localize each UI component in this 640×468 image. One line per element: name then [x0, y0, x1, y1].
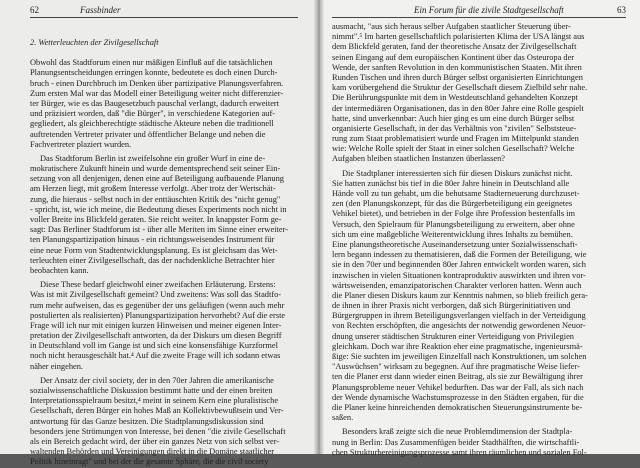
text-line: Obwohl das Stadtforum einen nur mäßigen Einfluß auf die tatsächlichen	[30, 58, 273, 68]
text-line: Wende, der sanften Revolution in den kommunistischen Staaten. Mit ihren	[332, 62, 582, 72]
text-line: Hände voll zu tun gehabt, um die behutsame Stadterneuerung durchzuset-	[332, 189, 580, 198]
text-line: zen (den Planungskonzept, für das die Bürgerbeteiligung ein geeignetes	[332, 199, 573, 209]
text-line: gleichkam. Doch war ihre Reaktion eher eine pragmatische, ingenieursmä-	[332, 341, 583, 351]
text-line: pretation der Zivilgesellschaft antworten, da der Diskurs um diesen Begriff	[30, 331, 282, 341]
text-line: Besonders kraß zeigte sich die neue Problemdimension der Stadtpla-	[342, 427, 573, 437]
text-line: "Auswüchsen" wirksam zu begegnen. Auf ihre pragmatische Weise liefer-	[332, 362, 580, 372]
text-line: lern begann indessen zu thematisieren, daß die Formen der Beteiligung, wie	[332, 250, 587, 260]
text-line: seinen Eingang auf dem europäischen Kontinent über das Osteuropa der	[332, 52, 575, 62]
left-page	[0, 0, 318, 467]
text-line: ausmacht, "aus sich heraus selber Aufgaben staatlicher Steuerung über-	[332, 22, 571, 31]
text-line: wie: Welche Rolle spielt der Staat in einer solchen Gesellschaft? Welche	[332, 144, 575, 154]
text-line: die Planer keine hinreichenden demokratischen Steuerungsinstrumente be-	[332, 402, 583, 412]
paragraph	[332, 427, 626, 458]
text-line: antwortung für das Ganze besitzen. Die Stadtplanungsdiskussion sind	[30, 416, 264, 426]
book-gutter	[314, 0, 324, 454]
text-line: Der Ansatz der civil society, der in den 70er Jahren die amerikanische	[40, 375, 274, 385]
right-page-number: 63	[617, 5, 626, 15]
paragraph	[332, 22, 626, 165]
text-line: Interpretationsspielraum besitzt,⁴ meint in seinem Kern eine pluralistische	[30, 396, 279, 406]
text-line: Diese These bedarf gleichwohl einer zweifachen Erläuterung. Erstens:	[40, 280, 276, 290]
text-line: terleuchten einer Zivilgesellschaft, das der nachdenkliche Betrachter hier	[30, 255, 275, 265]
paragraph	[30, 58, 298, 150]
text-line: Die Berührungspunkte mit dem in Westdeutschland gehandelten Konzept	[332, 93, 578, 103]
paragraph	[332, 169, 626, 424]
text-line: Was ist mit Zivilgesellschaft gemeint? Und zweitens: Was soll das Stadtfo-	[30, 290, 282, 300]
text-line: Sie hatten zunächst bis tief in die 80er Jahre hinein in Deutschland alle	[332, 178, 570, 188]
text-line: Planungsentscheidungen erringen konnte, bedeutete es doch einen Durch-	[30, 68, 278, 78]
text-line: inzwischen in vielen Situationen kontraproduktiv auswirkten und ihren vor-	[332, 270, 586, 280]
text-line: die Planer diesen Diskurs kaum zur Kenntnis nahmen, so blieb freilich gera-	[332, 290, 588, 300]
text-line: sich um eine maßgebliche Weiterentwicklung ihres Inhalts zu bemühen.	[332, 229, 573, 239]
text-line: zung, die hieraus - selbst noch in der enttäuschten Kritik des "nicht genug"	[30, 194, 281, 204]
text-line: Das Stadtforum Berlin ist zweifelsohne ein großer Wurf in eine de-	[40, 153, 266, 163]
text-line: Die Stadtplaner interessierten sich für diesen Diskurs zunächst nicht.	[342, 168, 573, 178]
text-line: näher eingehen.	[30, 361, 84, 371]
text-line: von Rechten erschöpften, die angesichts der notwendig gewordenen Neuor-	[332, 321, 586, 331]
text-line: ter Bürger, wie es das Baugesetzbuch pauschal verlangt, dadurch erweitert	[30, 98, 280, 108]
text-line: - spricht, ist, wie ich meine, die Bedeutung dieses Experiments noch nicht in	[30, 204, 287, 214]
text-line: waltenden Behörden und Vereinigungen direkt in die Domäne staatlicher	[30, 447, 275, 457]
text-line: Zum ersten Mal war das Modell einer Beteiligung weiter nicht differenzier-	[30, 88, 284, 98]
paragraph	[30, 376, 298, 468]
text-line: Versuch, den Spielraum für Planungsbeteiligung zu erweitern, aber ohne	[332, 219, 575, 229]
right-running-head: Ein Forum für die zivile Stadtgesellschaft	[414, 5, 564, 15]
text-line: nung in Berlin: Das Zusammenfügen beider Stadthälften, die wirtschaftli-	[332, 437, 580, 447]
text-line: setzung von all denjenigen, denen eine auf Beteiligung aufbauende Planung	[30, 174, 284, 184]
paragraph	[30, 280, 298, 372]
left-page-body	[30, 38, 298, 468]
text-line: sozialwissenschaftliche Diskussion bestimmt hatte und der einen breiten	[30, 386, 273, 396]
text-line: eine neue Form von Stadtentwicklungsplanung. Es ist gleichsam das Wet-	[30, 245, 278, 255]
text-line: der intermediären Organisationen, das in den 80er Jahre eine Rolle gespielt	[332, 103, 584, 113]
text-line: sie in den 70er und beginnenden 80er Jahren entwickelt worden waren, sich	[332, 260, 586, 270]
paragraph	[30, 154, 298, 276]
text-line: dnung unserer städtischen Strukturen einer Verteidigung von Privilegien	[332, 331, 574, 341]
text-line: beobachten kann.	[30, 265, 89, 275]
text-line: rum mehr aufweisen, das es gegenüber der uns geläufigen (wenn auch mehr	[30, 300, 285, 310]
text-line: ten die Planer erst dann wieder einen Beitrag, als sie zur Bewältigung ihrer	[332, 372, 583, 382]
text-line: postulierten als realisierten) Planungspartizipation hervorhebt? Auf die erste	[30, 310, 286, 320]
text-line: chen Strukturbereinigungsprozesse samt ihren räumlichen und sozialen Fol-	[332, 447, 587, 457]
text-line: Runden Tischen und ihren durch Bürger selbst organisierten Einrichtungen	[332, 72, 583, 82]
right-running-header	[332, 5, 626, 18]
section-heading: 2. Wetterleuchten der Zivilgesellschaft	[30, 38, 159, 47]
right-page	[320, 0, 640, 457]
text-line: Eine planungstheoretische Auseinandersetzung unter Sozialwissenschaft-	[332, 239, 578, 249]
right-page-body	[332, 22, 626, 458]
text-line: Fachvertreter plaziert wurden.	[30, 139, 132, 149]
text-line: de ihnen in ihrer Praxis nicht verborgen, daß sich Bürgerinitiativen und	[332, 301, 571, 311]
text-line: dem Blickfeld geraten, fand der theoretische Ansatz der Zivilgesellschaft	[332, 42, 577, 52]
text-line: Politik hineinragt" und bei der die gesamte Sphäre, die die civil society	[30, 457, 269, 467]
text-line: Planungsprobleme neuer Vehikel bedurften. Das war der Fall, als sich nach	[332, 382, 584, 392]
text-line: Frage will ich nur mit einigen kurzen Hinweisen und meiner eigenen Inter-	[30, 320, 282, 330]
text-line: kam vorübergehend die Struktur der Gesellschaft diesem Zielbild sehr nahe.	[332, 83, 588, 93]
text-line: sagt: Das Berliner Stadtforum ist - über alle Meriten im Sinne einer erweiter-	[30, 225, 288, 235]
left-running-header	[30, 5, 298, 18]
text-line: und präzisiert worden, daß "die Bürger", in verschiedene Kategorien auf-	[30, 109, 276, 119]
text-line: ten Planungspartizipation hinaus - ein richtungsweisendes Instrument für	[30, 235, 275, 245]
text-line: Vehikel bietet), und betrieben in der Folge ihre Profession bestenfalls im	[332, 209, 576, 219]
text-line: besonders jene Strömungen von Interesse, bei denen "die zivile Gesellschaft	[30, 426, 286, 436]
text-line: der Wende dynamische Wachstumsprozesse in den Städten ergaben, für die	[332, 392, 584, 402]
text-line: organisierte Gesellschaft, in der das Verhältnis von "zivilen" Selbststeue-	[332, 123, 577, 133]
text-line: auftretenden Vertreter privater und öffentlicher Belange und neben die	[30, 129, 266, 139]
text-line: am Herzen liegt, mit großem Interesse verfolgt. Aber trotz der Wertschät-	[30, 184, 276, 194]
text-line: saßen.	[332, 413, 354, 423]
left-running-head: Fassbinder	[80, 5, 121, 15]
left-page-number: 62	[30, 5, 39, 15]
text-line: wärtsweisenden, emanzipatorischen Charakter verloren hatten. Wenn auch	[332, 280, 582, 290]
text-line: voller Breite ins Blickfeld geraten. Sie reicht weiter. In knappster Form ge-	[30, 215, 282, 225]
text-line: mokratischere Zukunft hinein und wurde dementsprechend seit seiner Ein-	[30, 164, 281, 174]
text-line: Gesellschaft, deren Bürger ein hohes Maß an Kollektivbewußtsein und Ver-	[30, 406, 284, 416]
text-line: in Deutschland voll im Gange ist und sich eine konsensfähige Kurzformel	[30, 341, 278, 351]
text-line: gegliedert, als gleichberechtigte städtische Akteure neben die traditionell	[30, 119, 274, 129]
text-line: noch nicht herausgeschält hat.⁴ Auf die zweite Frage will ich sodann etwas	[30, 351, 281, 361]
text-line: Bürgergruppen in ihrem Beteiligungsverlangen vielfach in der Verteidigung	[332, 311, 586, 321]
text-line: ßige: Sie suchten im jeweiligen Einzelfall nach Konstruktionen, um solchen	[332, 352, 587, 361]
text-line: als ein Bereich gedacht wird, der über ein ganzes Netz von sich selbst ver-	[30, 436, 280, 446]
text-line: hatte, sind unverkennbar: Auch hier ging es um eine durch Bürger selbst	[332, 113, 575, 123]
text-line: rung zum Staat problematisiert wurde und Fragen im Mittelpunkt standen	[332, 134, 579, 144]
text-line: nimmt".⁵ Im harten gesellschaftlich polarisierten Klima der USA längst aus	[332, 32, 585, 42]
text-line: bruch - einen Durchbruch im Denken über partizipative Planungsverfahren.	[30, 78, 284, 88]
text-line: Aufgaben bleiben staatlichen Instanzen überlassen?	[332, 154, 506, 164]
